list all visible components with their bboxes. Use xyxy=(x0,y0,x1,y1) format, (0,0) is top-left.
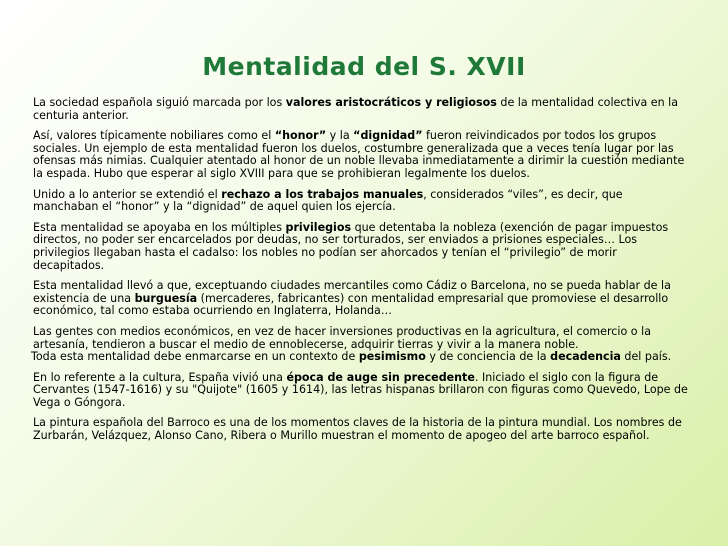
slide-title: Mentalidad del S. XVII xyxy=(202,52,526,81)
text: La pintura española del Barroco es una de los momentos claves de la historia de la pintura mundial. Los nombres de Zurbarán, Velázquez, Alonso Cano, Ribera o Murillo muestran el momento de apogeo del arte barroco español. xyxy=(33,416,682,443)
text: Esta mentalidad se apoyaba en los múltiples xyxy=(33,220,286,234)
paragraph-pesimismo xyxy=(31,351,689,364)
text: (mercaderes, fabricantes) con mentalidad empresarial que promoviese el desarrollo económico, tal como estaba ocurriendo en Inglaterra, Holanda… xyxy=(33,291,669,318)
paragraph-gentes xyxy=(33,326,689,351)
text: Así, valores típicamente nobiliares como el xyxy=(33,129,275,143)
emphasis: rechazo a los trabajos manuales xyxy=(221,187,424,201)
text: de la mentalidad colectiva en la centuria anterior. xyxy=(33,96,679,122)
paragraph-rechazo xyxy=(33,189,689,214)
emphasis: pesimismo xyxy=(358,350,426,364)
emphasis: “honor” xyxy=(274,129,327,143)
text: del país. xyxy=(620,350,672,364)
text: y de conciencia de la xyxy=(425,350,551,364)
text: En lo referente a la cultura, España vivió una xyxy=(33,370,287,384)
emphasis: burguesía xyxy=(134,291,198,305)
text: Esta mentalidad llevó a que, exceptuando ciudades mercantiles como Cádiz o Barcelona, no se pueda hablar de la existencia de una xyxy=(33,279,671,305)
text: . Iniciado el siglo con la figura de Cervantes (1547-1616) y su "Quijote" (1605 y 1614), las letras hispanas brillaron con figuras como Quevedo, Lope de Vega o Góngora. xyxy=(33,370,688,409)
emphasis: “dignidad” xyxy=(353,129,423,143)
text: fueron reivindicados por todos los grupos sociales. Un ejemplo de esta mentalidad fueron los duelos, costumbre generalizada que a veces tenía lugar por las ofensas más nimias. Cualquier atentado al honor de un noble llevaba inmediatamente a dirimir la cuestión mediante la espada. Hubo que esperar al siglo XVIII para que se prohibieran legalmente los duelos. xyxy=(33,129,685,180)
text: Unido a lo anterior se extendió el xyxy=(33,187,222,201)
text: que detentaba la nobleza (exención de pagar impuestos directos, no poder ser encarcelados por deudas, no ser torturados, ser enviados a prisiones especiales… Los privilegios llegaban hasta el cadalso: los nobles no podían ser ahorcados y tenían el “privilegio” de morir decapitados. xyxy=(33,220,669,272)
text: Toda esta mentalidad debe enmarcarse en un contexto de xyxy=(31,350,359,364)
text: y la xyxy=(326,129,354,143)
emphasis: valores aristocráticos y religiosos xyxy=(285,96,497,109)
paragraph-pintura xyxy=(33,417,689,442)
text: La sociedad española siguió marcada por los xyxy=(33,96,286,109)
paragraph-cultura xyxy=(33,372,689,410)
paragraph-honor xyxy=(33,130,689,180)
emphasis: decadencia xyxy=(550,350,621,364)
paragraph-burguesia xyxy=(33,280,689,318)
slide-body xyxy=(33,97,689,451)
emphasis: privilegios xyxy=(285,220,352,234)
text: Las gentes con medios económicos, en vez de hacer inversiones productivas en la agricultura, el comercio o la artesanía, tendieron a buscar el medio de ennoblecerse, adquirir tierras y vivir a la manera noble. xyxy=(33,324,651,351)
text: , considerados “viles”, es decir, que manchaban el “honor” y la “dignidad” de aquel quien los ejercía. xyxy=(33,187,623,214)
emphasis: época de auge sin precedente xyxy=(286,370,475,384)
paragraph-valores xyxy=(33,97,689,122)
paragraph-privilegios xyxy=(33,222,689,272)
